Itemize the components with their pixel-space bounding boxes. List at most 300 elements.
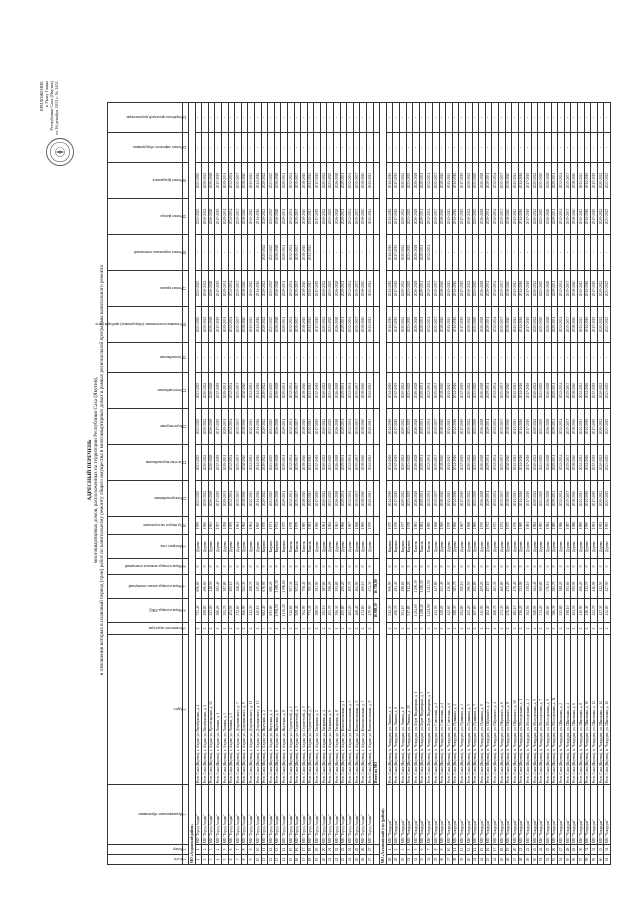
table-cell: 39 [459,855,466,865]
table-cell: МО "Город Алдан" [353,785,360,845]
table-cell: 28 [564,845,571,855]
table-cell: 2020-2022 [400,163,407,199]
table-cell: 2035-2037 [432,199,439,235]
table-cell: 2026-2028 [479,373,486,409]
table-cell: - [334,343,341,373]
table-cell: 5 [221,845,228,855]
table-cell: 2026-2028 [274,271,281,307]
table-cell: 2029-2031 [221,445,228,481]
table-cell: - [472,235,479,271]
column-header-label: № п/п [173,857,183,862]
table-cell: Дерево [558,535,565,559]
table-cell: 2038-2040 [241,445,248,481]
table-cell: 14 [281,845,288,855]
table-row [314,103,321,865]
table-cell: 20 [512,845,519,855]
table-cell: - [281,133,288,163]
table-cell: Респ. Саха (Якутия), п. Чокурдах, ул. Молодежная, д. 9 [545,635,552,785]
table-cell: МО "Город Алдан" [287,785,294,845]
table-cell: 517,80 [406,599,413,623]
total-row [373,103,380,865]
table-cell: 2014-2016 [386,481,393,517]
column-header-label: Разработка проектной документации [126,115,183,120]
table-cell: МО "Город Алдан" [215,785,222,845]
table-cell: - [215,343,222,373]
table-cell: 42 [479,855,486,865]
table-cell: 2032-2034 [426,373,433,409]
table-cell: 2038-2040 [301,409,308,445]
table-cell: - [221,133,228,163]
table-cell: 22 [525,845,532,855]
table-cell: 0 [564,559,571,575]
table-cell: 2035-2037 [564,199,571,235]
table-cell: 2023-2025 [538,271,545,307]
table-cell: 2032-2034 [426,409,433,445]
table-cell: 2023-2025 [604,445,611,481]
table-cell: - [367,103,374,133]
table-cell: 44 [492,855,499,865]
table-cell: - [248,343,255,373]
table-cell: 61 [604,855,611,865]
table-cell: 54 [558,855,565,865]
table-cell: 2038-2040 [571,445,578,481]
table-cell: МО "Чокурдах" [413,785,420,845]
table-cell: 36 [439,855,446,865]
table-cell: - [202,103,209,133]
table-cell: - [228,133,235,163]
table-cell: - [228,103,235,133]
table-cell: 0 [545,559,552,575]
table-cell: 2020-2022 [261,373,268,409]
table-cell: 2 [228,623,235,635]
table-cell: Дерево [446,535,453,559]
table-cell: 16 [294,845,301,855]
table-cell: 2032-2034 [287,271,294,307]
column-header-label: Общая площадь нежилых помещений [124,564,183,569]
table-cell: 1963 [208,517,215,535]
table-cell: МО "Город Алдан" [327,785,334,845]
table-cell: 60 [597,855,604,865]
table-cell: - [604,235,611,271]
table-cell: 351,90 [518,575,525,599]
table-cell: 2 [578,623,585,635]
column-header [108,481,183,517]
table-cell: 0 [479,559,486,575]
table-cell: 30 [400,855,407,865]
approval-line: Республики Саха (Якутия) [49,81,54,131]
table-cell: 2020-2022 [202,307,209,343]
table-cell: 2041-2043 [307,373,314,409]
table-cell: Респ. Саха (Якутия), п. Чокурдах, ул. Берег Индигирки, д. 1 [413,635,420,785]
table-cell: 2035-2037 [564,445,571,481]
table-cell: 2017-2019 [591,307,598,343]
table-cell: Респ. Саха (Якутия), г. Алдан, ул. Комсомольская, д. 3 [347,635,354,785]
table-cell: - [584,103,591,133]
table-row [287,103,294,865]
table-cell: 758,40 [301,575,308,599]
table-cell: 1981 [307,517,314,535]
column-number: 18 [183,235,189,271]
column-header-label: Газоснабжение [159,355,183,360]
table-cell: Дерево [571,535,578,559]
table-cell: 2023-2025 [472,409,479,445]
table-cell: 2026-2028 [274,481,281,517]
table-cell: 2017-2019 [215,307,222,343]
table-cell: 2035-2037 [353,271,360,307]
table-cell: 2 [393,845,400,855]
table-cell: 2020-2022 [320,271,327,307]
table-cell: 2017-2019 [314,271,321,307]
table-cell: 2041-2043 [446,271,453,307]
table-cell: 1966 [340,517,347,535]
table-cell: 482,10 [512,599,519,623]
column-header-label: Ремонт фундамента [152,178,183,183]
table-cell: 686,20 [268,575,275,599]
column-number: 12 [183,445,189,481]
total-cell [373,623,380,635]
table-cell: - [538,235,545,271]
table-cell: 1963 [334,517,341,535]
table-cell: 503,10 [294,575,301,599]
table-row [498,103,505,865]
table-row [551,103,558,865]
table-cell: - [235,103,242,133]
table-cell: - [485,133,492,163]
table-cell: 420,10 [254,599,261,623]
table-row [347,103,354,865]
table-cell: - [597,235,604,271]
column-header-label: Теплоснабжение [157,388,183,393]
table-cell: - [479,103,486,133]
table-cell: 2 [604,623,611,635]
table-cell: МО "Чокурдах" [419,785,426,845]
table-cell: 2023-2025 [406,163,413,199]
table-cell: 8 [432,845,439,855]
table-cell: - [465,343,472,373]
table-cell: 2032-2034 [228,163,235,199]
table-cell: Респ. Саха (Якутия), г. Алдан, ул. Якутская, д. 8 [281,635,288,785]
group-row [189,103,196,865]
table-cell: 2029-2031 [419,481,426,517]
table-cell: - [439,343,446,373]
table-cell: - [274,133,281,163]
table-cell: 2026-2028 [274,445,281,481]
table-cell: 2 [472,623,479,635]
table-cell: 19 [314,855,321,865]
table-cell: - [386,343,393,373]
table-cell: 2 [512,623,519,635]
column-number: 13 [183,409,189,445]
table-cell: 2032-2034 [228,271,235,307]
table-cell: Дерево [340,535,347,559]
table-cell: 2020-2022 [597,163,604,199]
table-cell: 2029-2031 [551,271,558,307]
table-cell: 2014-2016 [518,481,525,517]
table-cell: 471,30 [498,599,505,623]
column-header-label: Номер [172,847,183,852]
total-cell [373,271,380,307]
column-header-label: Ремонт фасада [160,214,183,219]
table-cell: 2035-2037 [564,373,571,409]
table-cell: 2038-2040 [301,373,308,409]
table-cell: - [406,343,413,373]
table-cell: МО "Город Алдан" [367,785,374,845]
table-cell: - [597,343,604,373]
table-cell: 1990 [584,517,591,535]
table-cell: 2 [254,623,261,635]
table-cell: 1972 [485,517,492,535]
table-cell: 2014-2016 [452,373,459,409]
table-cell: 2038-2040 [505,445,512,481]
table-cell: 465,80 [498,575,505,599]
table-cell: 402,80 [472,575,479,599]
table-cell: 2014-2016 [452,445,459,481]
table-row [235,103,242,865]
table-cell: 364,40 [531,575,538,599]
table-cell: - [268,133,275,163]
table-cell: 2 [314,623,321,635]
column-header-label: Адрес [173,707,183,712]
table-cell: Дерево [208,535,215,559]
table-cell: Дерево [347,535,354,559]
table-cell: - [406,103,413,133]
table-cell: МО "Город Алдан" [320,785,327,845]
table-cell: - [406,133,413,163]
table-cell: 2020-2022 [202,373,209,409]
table-cell: 504,10 [400,599,407,623]
table-cell: 0 [353,559,360,575]
table-cell: Кирпич [274,535,281,559]
table-row [525,103,532,865]
table-cell: - [268,103,275,133]
table-cell: 2026-2028 [208,199,215,235]
table-cell: 2 [393,623,400,635]
table-cell: 391,70 [221,599,228,623]
table-row [452,103,459,865]
table-cell: МО "Город Алдан" [360,785,367,845]
table-cell: МО "Чокурдах" [571,785,578,845]
column-number: 4 [183,635,189,785]
table-cell: 415,60 [254,575,261,599]
table-cell: 2026-2028 [413,163,420,199]
table-cell: Респ. Саха (Якутия), п. Чокурдах, ул. Школьная, д. 4 [564,635,571,785]
table-cell: - [221,103,228,133]
table-cell: 476,40 [512,575,519,599]
table-cell: 2026-2028 [208,445,215,481]
table-cell: 2035-2037 [294,199,301,235]
table-cell: 1988 [571,517,578,535]
table-row [584,103,591,865]
table-cell: 0 [202,559,209,575]
table-cell: МО "Город Алдан" [340,785,347,845]
table-cell: - [558,103,565,133]
table-cell: - [512,133,519,163]
table-cell: 421,70 [591,599,598,623]
table-cell: 1969 [439,517,446,535]
table-cell: - [254,343,261,373]
table-cell: - [419,133,426,163]
table-cell: Респ. Саха (Якутия), г. Алдан, ул. Ленина, д. 1 [215,635,222,785]
table-cell: 2 [221,623,228,635]
table-cell: 2017-2019 [459,307,466,343]
table-cell: Дерево [320,535,327,559]
table-cell: Дерево [512,535,519,559]
table-cell: 380,60 [545,599,552,623]
total-cell [373,343,380,373]
table-cell: 2020-2022 [320,481,327,517]
table-cell: 2017-2019 [525,199,532,235]
table-cell: - [221,235,228,271]
table-cell: - [320,235,327,271]
table-cell: 2038-2040 [241,307,248,343]
table-cell: 2029-2031 [419,373,426,409]
table-cell: 2020-2022 [531,271,538,307]
column-header [108,559,183,575]
table-cell: 2023-2025 [406,199,413,235]
table-cell: 2020-2022 [465,373,472,409]
table-cell: - [301,133,308,163]
table-cell: 11 [452,845,459,855]
table-cell: 383,90 [314,575,321,599]
table-cell: 4 [274,623,281,635]
column-header [108,517,183,535]
table-cell: 2023-2025 [538,199,545,235]
table-cell: 2014-2016 [254,271,261,307]
table-cell: - [367,133,374,163]
table-cell: 1974 [274,517,281,535]
table-cell: 0 [551,559,558,575]
table-cell: 9 [439,845,446,855]
table-cell: 12 [459,845,466,855]
table-cell: 2032-2034 [492,481,499,517]
column-number: 16 [183,307,189,343]
table-cell: Респ. Саха (Якутия), г. Алдан, ул. Строителей, д. 7 [307,635,314,785]
table-cell: 406,20 [578,575,585,599]
table-cell: Респ. Саха (Якутия), г. Алдан, ул. Якутская, д. 4 [268,635,275,785]
table-cell: 2014-2016 [584,271,591,307]
table-cell: 2023-2025 [406,271,413,307]
group-row [380,103,387,865]
table-cell: 2 [485,623,492,635]
table-cell: 2029-2031 [340,409,347,445]
table-cell: 22 [334,855,341,865]
table-cell: 2014-2016 [584,409,591,445]
table-cell: 2023-2025 [604,271,611,307]
table-cell: 0 [327,559,334,575]
table-cell: 27 [367,855,374,865]
table-cell: Дерево [492,535,499,559]
table-cell: Респ. Саха (Якутия), п. Чокурдах, ул. Молодежная, д. 3 [525,635,532,785]
column-header [95,307,183,343]
table-cell: - [340,133,347,163]
table-cell: 2017-2019 [215,481,222,517]
table-cell: 2041-2043 [512,271,519,307]
table-cell: Дерево [545,535,552,559]
table-cell: МО "Чокурдах" [452,785,459,845]
table-cell: 0 [320,559,327,575]
header-row [108,103,183,865]
table-cell: Респ. Саха (Якутия), г. Алдан, ул. Строителей, д. 3 [294,635,301,785]
table-cell: 392,10 [320,599,327,623]
table-cell: - [452,343,459,373]
table-cell: 2014-2016 [584,445,591,481]
table-cell: 1968 [465,517,472,535]
table-cell: 656,60 [195,575,202,599]
table-cell: - [367,343,374,373]
table-cell: - [393,103,400,133]
table-cell: 1967 [347,517,354,535]
table-cell: - [340,235,347,271]
table-cell: 2020-2022 [531,163,538,199]
group-title: МО «Алданский район» [189,103,196,865]
column-number: 7 [183,575,189,599]
table-cell: - [459,235,466,271]
table-row [327,103,334,865]
table-cell: 0 [241,559,248,575]
table-cell: 2017-2019 [314,481,321,517]
table-cell: 1 [386,845,393,855]
table-cell: 6 [228,855,235,865]
total-cell [373,103,380,133]
table-cell: - [281,343,288,373]
table-cell: 2029-2031 [419,307,426,343]
total-cell [373,845,380,855]
table-cell: - [228,235,235,271]
table-cell: 2023-2025 [195,271,202,307]
table-cell: 2020-2022 [320,373,327,409]
table-cell: 2041-2043 [512,445,519,481]
table-cell: 1969 [472,517,479,535]
table-cell: 2029-2031 [485,409,492,445]
table-cell: 691,80 [268,599,275,623]
table-cell: 1991 [591,517,598,535]
table-cell: 2041-2043 [446,199,453,235]
table-cell: МО "Город Алдан" [347,785,354,845]
table-cell: МО "Чокурдах" [564,785,571,845]
table-cell: 2023-2025 [268,373,275,409]
table-cell: - [578,133,585,163]
table-cell: 2017-2019 [591,373,598,409]
column-header [108,623,183,635]
table-cell: 0 [538,559,545,575]
table-cell: 2041-2043 [578,307,585,343]
table-row [367,103,374,865]
table-cell: 2014-2016 [254,307,261,343]
table-cell: 1985 [551,517,558,535]
table-cell: 2041-2043 [578,271,585,307]
document-title [87,75,105,865]
table-cell: 0 [492,559,499,575]
table-cell: 48 [518,855,525,865]
table-cell: 474,60 [360,599,367,623]
table-cell: 2 [347,623,354,635]
table-cell: 2017-2019 [393,163,400,199]
table-cell: - [551,343,558,373]
table-cell: - [235,343,242,373]
table-cell: 26 [360,855,367,865]
table-cell: 15 [479,845,486,855]
table-cell: - [393,343,400,373]
table-cell: Дерево [465,535,472,559]
table-cell: 1984 [419,517,426,535]
table-cell: 2026-2028 [479,271,486,307]
table-row [485,103,492,865]
table-cell: - [446,235,453,271]
table-cell: 2032-2034 [558,481,565,517]
table-cell: Респ. Саха (Якутия), п. Чокурдах, ул. Школьная, д. 12 [591,635,598,785]
table-cell: 2023-2025 [327,307,334,343]
table-cell: 412,30 [248,599,255,623]
